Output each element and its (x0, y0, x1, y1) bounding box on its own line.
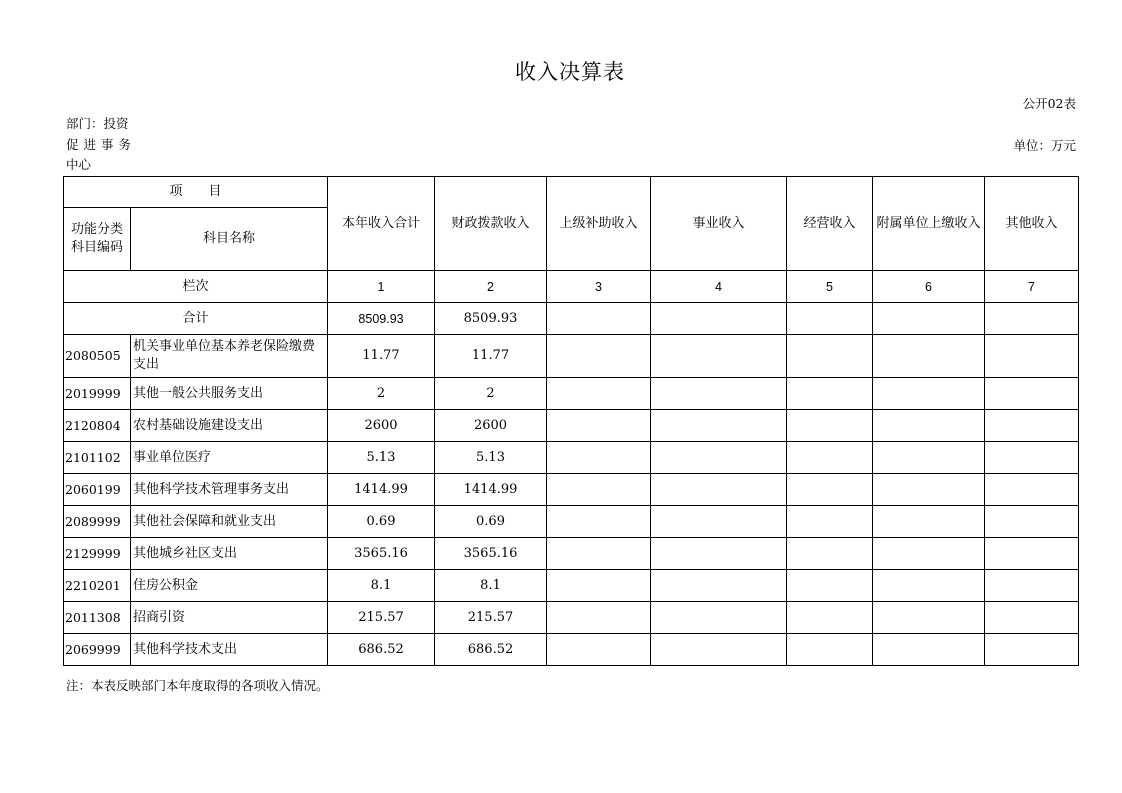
header-col-5: 经营收入 (787, 177, 873, 271)
empty-cell (787, 506, 873, 538)
empty-cell (873, 378, 985, 410)
row-code: 2210201 (64, 570, 131, 602)
empty-cell (787, 442, 873, 474)
row-annual: 0.69 (328, 506, 435, 538)
row-code: 2069999 (64, 634, 131, 666)
empty-cell (873, 602, 985, 634)
row-annual: 686.52 (328, 634, 435, 666)
empty-cell (651, 634, 787, 666)
row-code: 2019999 (64, 378, 131, 410)
empty-cell (651, 538, 787, 570)
empty-cell (873, 335, 985, 378)
table-row (64, 602, 1079, 634)
row-annual: 8.1 (328, 570, 435, 602)
column-num: 3 (547, 271, 651, 303)
row-code: 2060199 (64, 474, 131, 506)
row-annual: 2600 (328, 410, 435, 442)
empty-cell (985, 506, 1079, 538)
department-line-3: 中心 (66, 157, 92, 172)
department-label (66, 114, 138, 176)
header-subject-name: 科目名称 (131, 208, 328, 271)
page-title: 收入决算表 (515, 60, 625, 84)
column-num: 6 (873, 271, 985, 303)
header-col-4: 事业收入 (651, 177, 787, 271)
empty-cell (547, 378, 651, 410)
column-num: 7 (985, 271, 1079, 303)
empty-cell (873, 570, 985, 602)
header-col-3: 上级补助收入 (547, 177, 651, 271)
row-annual: 1414.99 (328, 474, 435, 506)
empty-cell (985, 634, 1079, 666)
empty-cell (787, 378, 873, 410)
row-code: 2011308 (64, 602, 131, 634)
header-item: 项 目 (64, 177, 328, 208)
empty-cell (873, 410, 985, 442)
empty-cell (873, 538, 985, 570)
empty-cell (547, 634, 651, 666)
empty-cell (547, 570, 651, 602)
row-fiscal: 0.69 (435, 506, 547, 538)
empty-cell (873, 506, 985, 538)
table-row (64, 634, 1079, 666)
header-func-code: 功能分类科目编码 (64, 208, 131, 271)
table-row (64, 335, 1079, 378)
empty-cell (547, 602, 651, 634)
empty-cell (873, 634, 985, 666)
row-annual: 3565.16 (328, 538, 435, 570)
table-row (64, 442, 1079, 474)
total-fiscal: 8509.93 (435, 303, 547, 335)
row-code: 2129999 (64, 538, 131, 570)
empty-cell (651, 570, 787, 602)
empty-cell (787, 410, 873, 442)
table-row (64, 506, 1079, 538)
row-name: 住房公积金 (131, 570, 328, 602)
row-name: 招商引资 (131, 602, 328, 634)
table-row (64, 570, 1079, 602)
table-row (64, 474, 1079, 506)
row-fiscal: 1414.99 (435, 474, 547, 506)
empty-cell (651, 506, 787, 538)
table-row (64, 538, 1079, 570)
empty-cell (985, 410, 1079, 442)
row-fiscal: 2600 (435, 410, 547, 442)
empty-cell (651, 335, 787, 378)
empty-cell (985, 335, 1079, 378)
row-fiscal: 215.57 (435, 602, 547, 634)
row-code: 2101102 (64, 442, 131, 474)
row-fiscal: 5.13 (435, 442, 547, 474)
empty-cell (873, 474, 985, 506)
empty-cell (873, 442, 985, 474)
row-name: 其他一般公共服务支出 (131, 378, 328, 410)
empty-cell (787, 634, 873, 666)
empty-cell (787, 602, 873, 634)
row-code: 2120804 (64, 410, 131, 442)
empty-cell (985, 538, 1079, 570)
total-annual: 8509.93 (328, 303, 435, 335)
total-label: 合计 (64, 303, 328, 335)
empty-cell (985, 474, 1079, 506)
unit-label: 单位：万元 (1013, 138, 1076, 153)
row-fiscal: 8.1 (435, 570, 547, 602)
column-num: 5 (787, 271, 873, 303)
empty-cell (651, 378, 787, 410)
row-annual: 2 (328, 378, 435, 410)
empty-cell (547, 410, 651, 442)
row-fiscal: 686.52 (435, 634, 547, 666)
empty-cell (651, 410, 787, 442)
form-number: 公开02表 (1022, 96, 1076, 111)
empty-cell (547, 538, 651, 570)
row-fiscal: 3565.16 (435, 538, 547, 570)
footnote: 注：本表反映部门本年度取得的各项收入情况。 (66, 678, 329, 693)
row-name: 其他城乡社区支出 (131, 538, 328, 570)
column-num: 1 (328, 271, 435, 303)
row-annual: 5.13 (328, 442, 435, 474)
empty-cell (787, 335, 873, 378)
empty-cell (547, 335, 651, 378)
row-name: 其他社会保障和就业支出 (131, 506, 328, 538)
empty-cell (547, 506, 651, 538)
row-annual: 11.77 (328, 335, 435, 378)
income-table (63, 176, 1079, 666)
empty-cell (651, 474, 787, 506)
row-fiscal: 2 (435, 378, 547, 410)
empty-cell (985, 378, 1079, 410)
empty-cell (787, 538, 873, 570)
empty-cell (651, 442, 787, 474)
empty-cell (651, 602, 787, 634)
column-row-label: 栏次 (64, 271, 328, 303)
empty-cell (985, 570, 1079, 602)
row-name: 事业单位医疗 (131, 442, 328, 474)
header-col-1: 本年收入合计 (328, 177, 435, 271)
row-name: 其他科学技术管理事务支出 (131, 474, 328, 506)
header-col-7: 其他收入 (985, 177, 1079, 271)
empty-cell (985, 442, 1079, 474)
row-annual: 215.57 (328, 602, 435, 634)
empty-cell (547, 442, 651, 474)
row-name: 其他科学技术支出 (131, 634, 328, 666)
column-num: 2 (435, 271, 547, 303)
row-name: 农村基础设施建设支出 (131, 410, 328, 442)
department-line-1: 部门：投资 (66, 116, 129, 131)
row-code: 2089999 (64, 506, 131, 538)
row-fiscal: 11.77 (435, 335, 547, 378)
empty-cell (985, 602, 1079, 634)
empty-cell (787, 570, 873, 602)
header-col-6: 附属单位上缴收入 (873, 177, 985, 271)
table-row (64, 410, 1079, 442)
row-code: 2080505 (64, 335, 131, 378)
row-name: 机关事业单位基本养老保险缴费支出 (131, 335, 328, 378)
header-col-2: 财政拨款收入 (435, 177, 547, 271)
department-line-2: 促进事务 (66, 136, 137, 152)
table-row (64, 378, 1079, 410)
empty-cell (787, 474, 873, 506)
empty-cell (547, 474, 651, 506)
column-num: 4 (651, 271, 787, 303)
